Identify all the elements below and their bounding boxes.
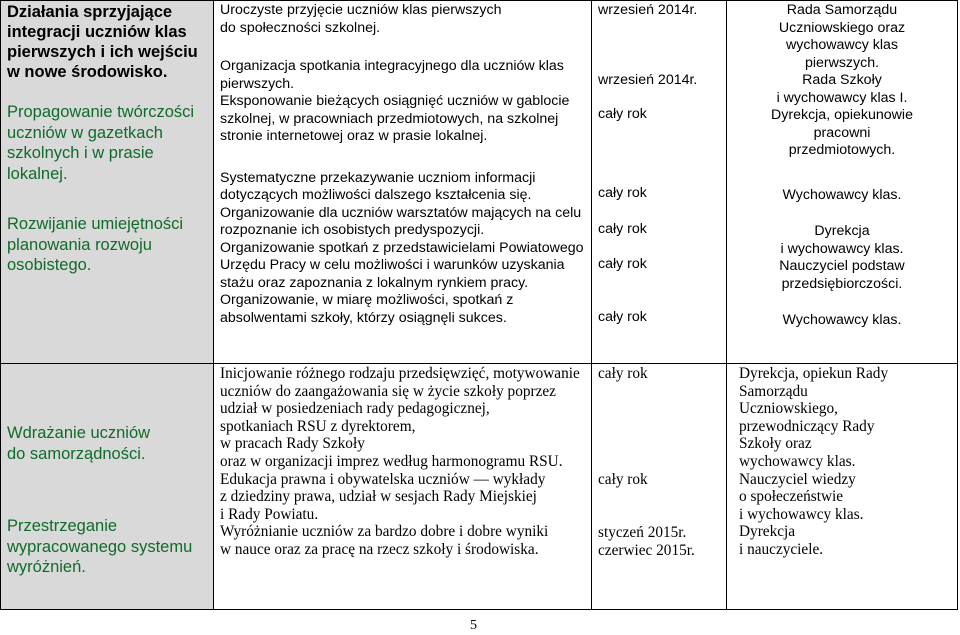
table-row [1, 1, 958, 364]
task-item: Edukacja prawna i obywatelska uczniów — wykłady z dziedziny prawa, udział w sesjach Rady Miejskiej i Rady Powiatu. [220, 470, 546, 523]
task-item: Organizacja spotkania integracyjnego dla uczniów klas pierwszych. [220, 58, 564, 92]
responsible-item: Dyrekcja, opiekunowie pracowni przedmiotowych. [771, 107, 913, 158]
responsible-item: Wychowawcy klas. [782, 312, 902, 328]
date-item: cały rok [598, 470, 648, 488]
responsible-item: Dyrekcja i nauczyciele. [739, 523, 824, 558]
date-item: wrzesień 2014r. [598, 71, 698, 88]
date-item: cały rok [598, 365, 648, 382]
task-cell [214, 364, 592, 610]
date-item: cały rok [598, 221, 647, 237]
responsible-item: Rada Szkoły i wychowawcy klas I. [776, 72, 908, 106]
goal-planning: Rozwijanie umiejętności planowania rozwoju osobistego. [7, 215, 184, 274]
task-item: Systematyczne przekazywanie uczniom informacji dotyczących możliwości dalszego kształcenia się. [220, 169, 536, 203]
date-item: cały rok [598, 106, 647, 122]
goal-self-government: Wdrażanie uczniów do samorządności. [7, 424, 151, 463]
task-item: Organizowanie, w miarę możliwości, spotkań z absolwentami szkoły, którzy osiągnęli sukces. [220, 292, 514, 326]
task-item: Eksponowanie bieżących osiągnięć uczniów w gablocie szkolnej, w pracowniach przedmiotowych, na szkolnej stronie internetowej oraz w prasie lokalnej. [220, 93, 570, 144]
responsible-item: Rada Samorządu Uczniowskiego oraz wychowawcy klas pierwszych. [778, 2, 906, 71]
task-cell [214, 1, 592, 364]
task-item: Inicjowanie różnego rodzaju przedsięwzięć, motywowanie uczniów do zaangażowania się w życie szkoły poprzez udział w posiedzeniach rady pedagogicznej, spotkaniach RSU z dyrektorem, w pracach Rady Szkoły oraz w organizacji imprez według harmonogramu RSU. [220, 365, 580, 470]
responsible-item: Wychowawcy klas. [782, 186, 902, 203]
date-item: styczeń 2015r. czerwiec 2015r. [598, 524, 695, 559]
responsible-item: Nauczyciel podstaw przedsiębiorczości. [779, 258, 905, 292]
goal-integration: Działania sprzyjające integracji uczniów klas pierwszych i ich wejściu w nowe środowisko. [7, 3, 198, 81]
table-row [1, 364, 958, 610]
goal-propagation: Propagowanie twórczości uczniów w gazetkach szkolnych i w prasie lokalnej. [7, 103, 195, 183]
responsible-item: Dyrekcja, opiekun Rady Samorządu Uczniowskiego, przewodniczący Rady Szkoły oraz wychowawcy klas. [739, 365, 889, 470]
date-item: cały rok [598, 255, 647, 272]
date-cell [592, 364, 727, 610]
task-item: Wyróżnianie uczniów za bardzo dobre i dobre wyniki w nauce oraz za pracę na rzecz szkoły i środowiska. [220, 523, 549, 558]
date-item: cały rok [598, 309, 647, 325]
date-item: wrzesień 2014r. [598, 2, 698, 18]
task-item: Organizowanie spotkań z przedstawicielami Powiatowego Urzędu Pracy w celu możliwości i warunków uzyskania stażu oraz zapoznania z lokalnym rynkiem pracy. [220, 239, 584, 291]
responsible-cell [727, 364, 958, 610]
task-item: Organizowanie dla uczniów warsztatów mających na celu rozpoznanie ich osobistych predyspozycji. [220, 204, 582, 238]
responsible-item: Dyrekcja i wychowawcy klas. [780, 223, 904, 257]
goal-awards: Przestrzeganie wypracowanego systemu wyróżnień. [7, 517, 193, 576]
task-item: Uroczyste przyjęcie uczniów klas pierwszych do społeczności szkolnej. [220, 2, 502, 36]
responsible-item: Nauczyciel wiedzy o społeczeństwie i wychowawcy klas. [739, 470, 864, 523]
goal-cell [1, 1, 214, 364]
date-item: cały rok [598, 184, 647, 201]
responsible-cell [727, 1, 958, 364]
date-cell [592, 1, 727, 364]
page-number: 5 [470, 618, 477, 633]
goal-cell [1, 364, 214, 610]
